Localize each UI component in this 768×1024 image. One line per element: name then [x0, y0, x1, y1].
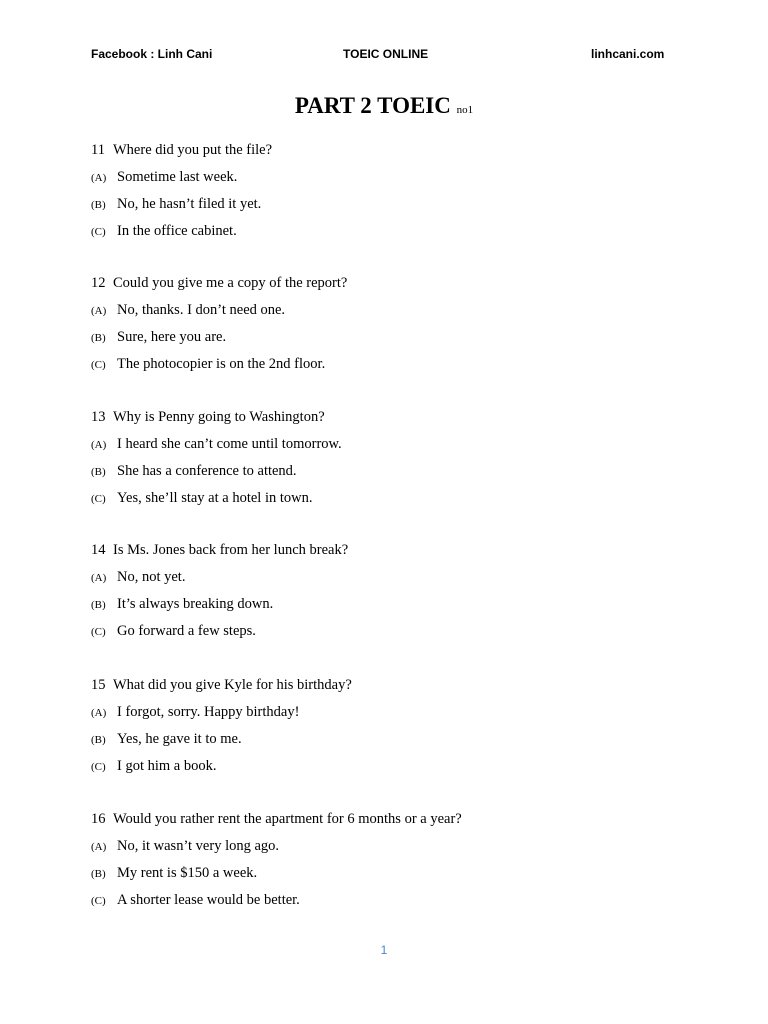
- answer-option: [91, 328, 347, 355]
- question-text: Would you rather rent the apartment for 6 months or a year?: [113, 811, 462, 827]
- answer-option: [91, 195, 272, 222]
- option-text: No, thanks. I don’t need one.: [117, 302, 286, 318]
- option-text: I heard she can’t come until tomorrow.: [117, 436, 342, 452]
- option-label: (C): [91, 626, 106, 638]
- option-label: (B): [91, 466, 106, 478]
- answer-option: [91, 837, 462, 864]
- question-stem: [91, 541, 348, 568]
- question-13: [91, 408, 342, 516]
- option-text: Yes, he gave it to me.: [117, 731, 242, 747]
- page-number: 1: [380, 943, 388, 957]
- question-text: Could you give me a copy of the report?: [113, 275, 348, 291]
- question-stem: [91, 810, 462, 837]
- answer-option: [91, 595, 348, 622]
- option-label: (B): [91, 199, 106, 211]
- option-label: (C): [91, 226, 106, 238]
- question-14: [91, 541, 348, 649]
- option-label: (C): [91, 761, 106, 773]
- answer-option: [91, 891, 462, 918]
- option-text: In the office cabinet.: [117, 223, 237, 239]
- option-label: (A): [91, 439, 107, 451]
- option-text: Yes, she’ll stay at a hotel in town.: [117, 490, 313, 506]
- option-text: I got him a book.: [117, 758, 217, 774]
- title-main: PART 2 TOEIC: [294, 93, 451, 118]
- answer-option: [91, 222, 272, 249]
- option-text: No, not yet.: [117, 569, 186, 585]
- question-text: Is Ms. Jones back from her lunch break?: [113, 542, 349, 558]
- question-12: [91, 274, 347, 382]
- option-label: (C): [91, 895, 106, 907]
- option-label: (A): [91, 572, 107, 584]
- option-text: Go forward a few steps.: [117, 623, 256, 639]
- question-stem: [91, 676, 352, 703]
- answer-option: [91, 864, 462, 891]
- answer-option: [91, 703, 352, 730]
- question-number: 15: [91, 677, 106, 693]
- option-text: It’s always breaking down.: [117, 596, 274, 612]
- answer-option: [91, 568, 348, 595]
- question-16: [91, 810, 462, 918]
- page-title: [0, 93, 768, 119]
- header-title: TOEIC ONLINE: [343, 47, 429, 61]
- question-stem: [91, 408, 342, 435]
- option-label: (B): [91, 734, 106, 746]
- option-text: Sometime last week.: [117, 169, 238, 185]
- question-stem: [91, 274, 347, 301]
- question-15: [91, 676, 352, 784]
- question-number: 11: [91, 142, 105, 158]
- option-label: (A): [91, 305, 107, 317]
- question-number: 14: [91, 542, 106, 558]
- option-label: (B): [91, 332, 106, 344]
- answer-option: [91, 622, 348, 649]
- option-label: (A): [91, 172, 107, 184]
- question-11: [91, 141, 272, 249]
- option-label: (A): [91, 841, 107, 853]
- option-label: (C): [91, 493, 106, 505]
- question-text: Why is Penny going to Washington?: [113, 409, 325, 425]
- question-text: Where did you put the file?: [113, 142, 273, 158]
- option-label: (B): [91, 599, 106, 611]
- option-label: (C): [91, 359, 106, 371]
- option-label: (A): [91, 707, 107, 719]
- option-text: No, it wasn’t very long ago.: [117, 838, 280, 854]
- answer-option: [91, 462, 342, 489]
- header-facebook: Facebook : Linh Cani: [91, 47, 213, 61]
- header-website: linhcani.com: [591, 47, 665, 61]
- question-stem: [91, 141, 272, 168]
- answer-option: [91, 757, 352, 784]
- option-label: (B): [91, 868, 106, 880]
- answer-option: [91, 435, 342, 462]
- option-text: A shorter lease would be better.: [117, 892, 300, 908]
- option-text: My rent is $150 a week.: [117, 865, 258, 881]
- option-text: The photocopier is on the 2nd floor.: [117, 356, 326, 372]
- option-text: She has a conference to attend.: [117, 463, 297, 479]
- answer-option: [91, 730, 352, 757]
- option-text: No, he hasn’t filed it yet.: [117, 196, 262, 212]
- question-number: 12: [91, 275, 106, 291]
- option-text: Sure, here you are.: [117, 329, 227, 345]
- question-number: 13: [91, 409, 106, 425]
- answer-option: [91, 301, 347, 328]
- answer-option: [91, 168, 272, 195]
- question-number: 16: [91, 811, 106, 827]
- answer-option: [91, 355, 347, 382]
- answer-option: [91, 489, 342, 516]
- title-sub: no1: [456, 104, 474, 116]
- option-text: I forgot, sorry. Happy birthday!: [117, 704, 300, 720]
- question-text: What did you give Kyle for his birthday?: [113, 677, 352, 693]
